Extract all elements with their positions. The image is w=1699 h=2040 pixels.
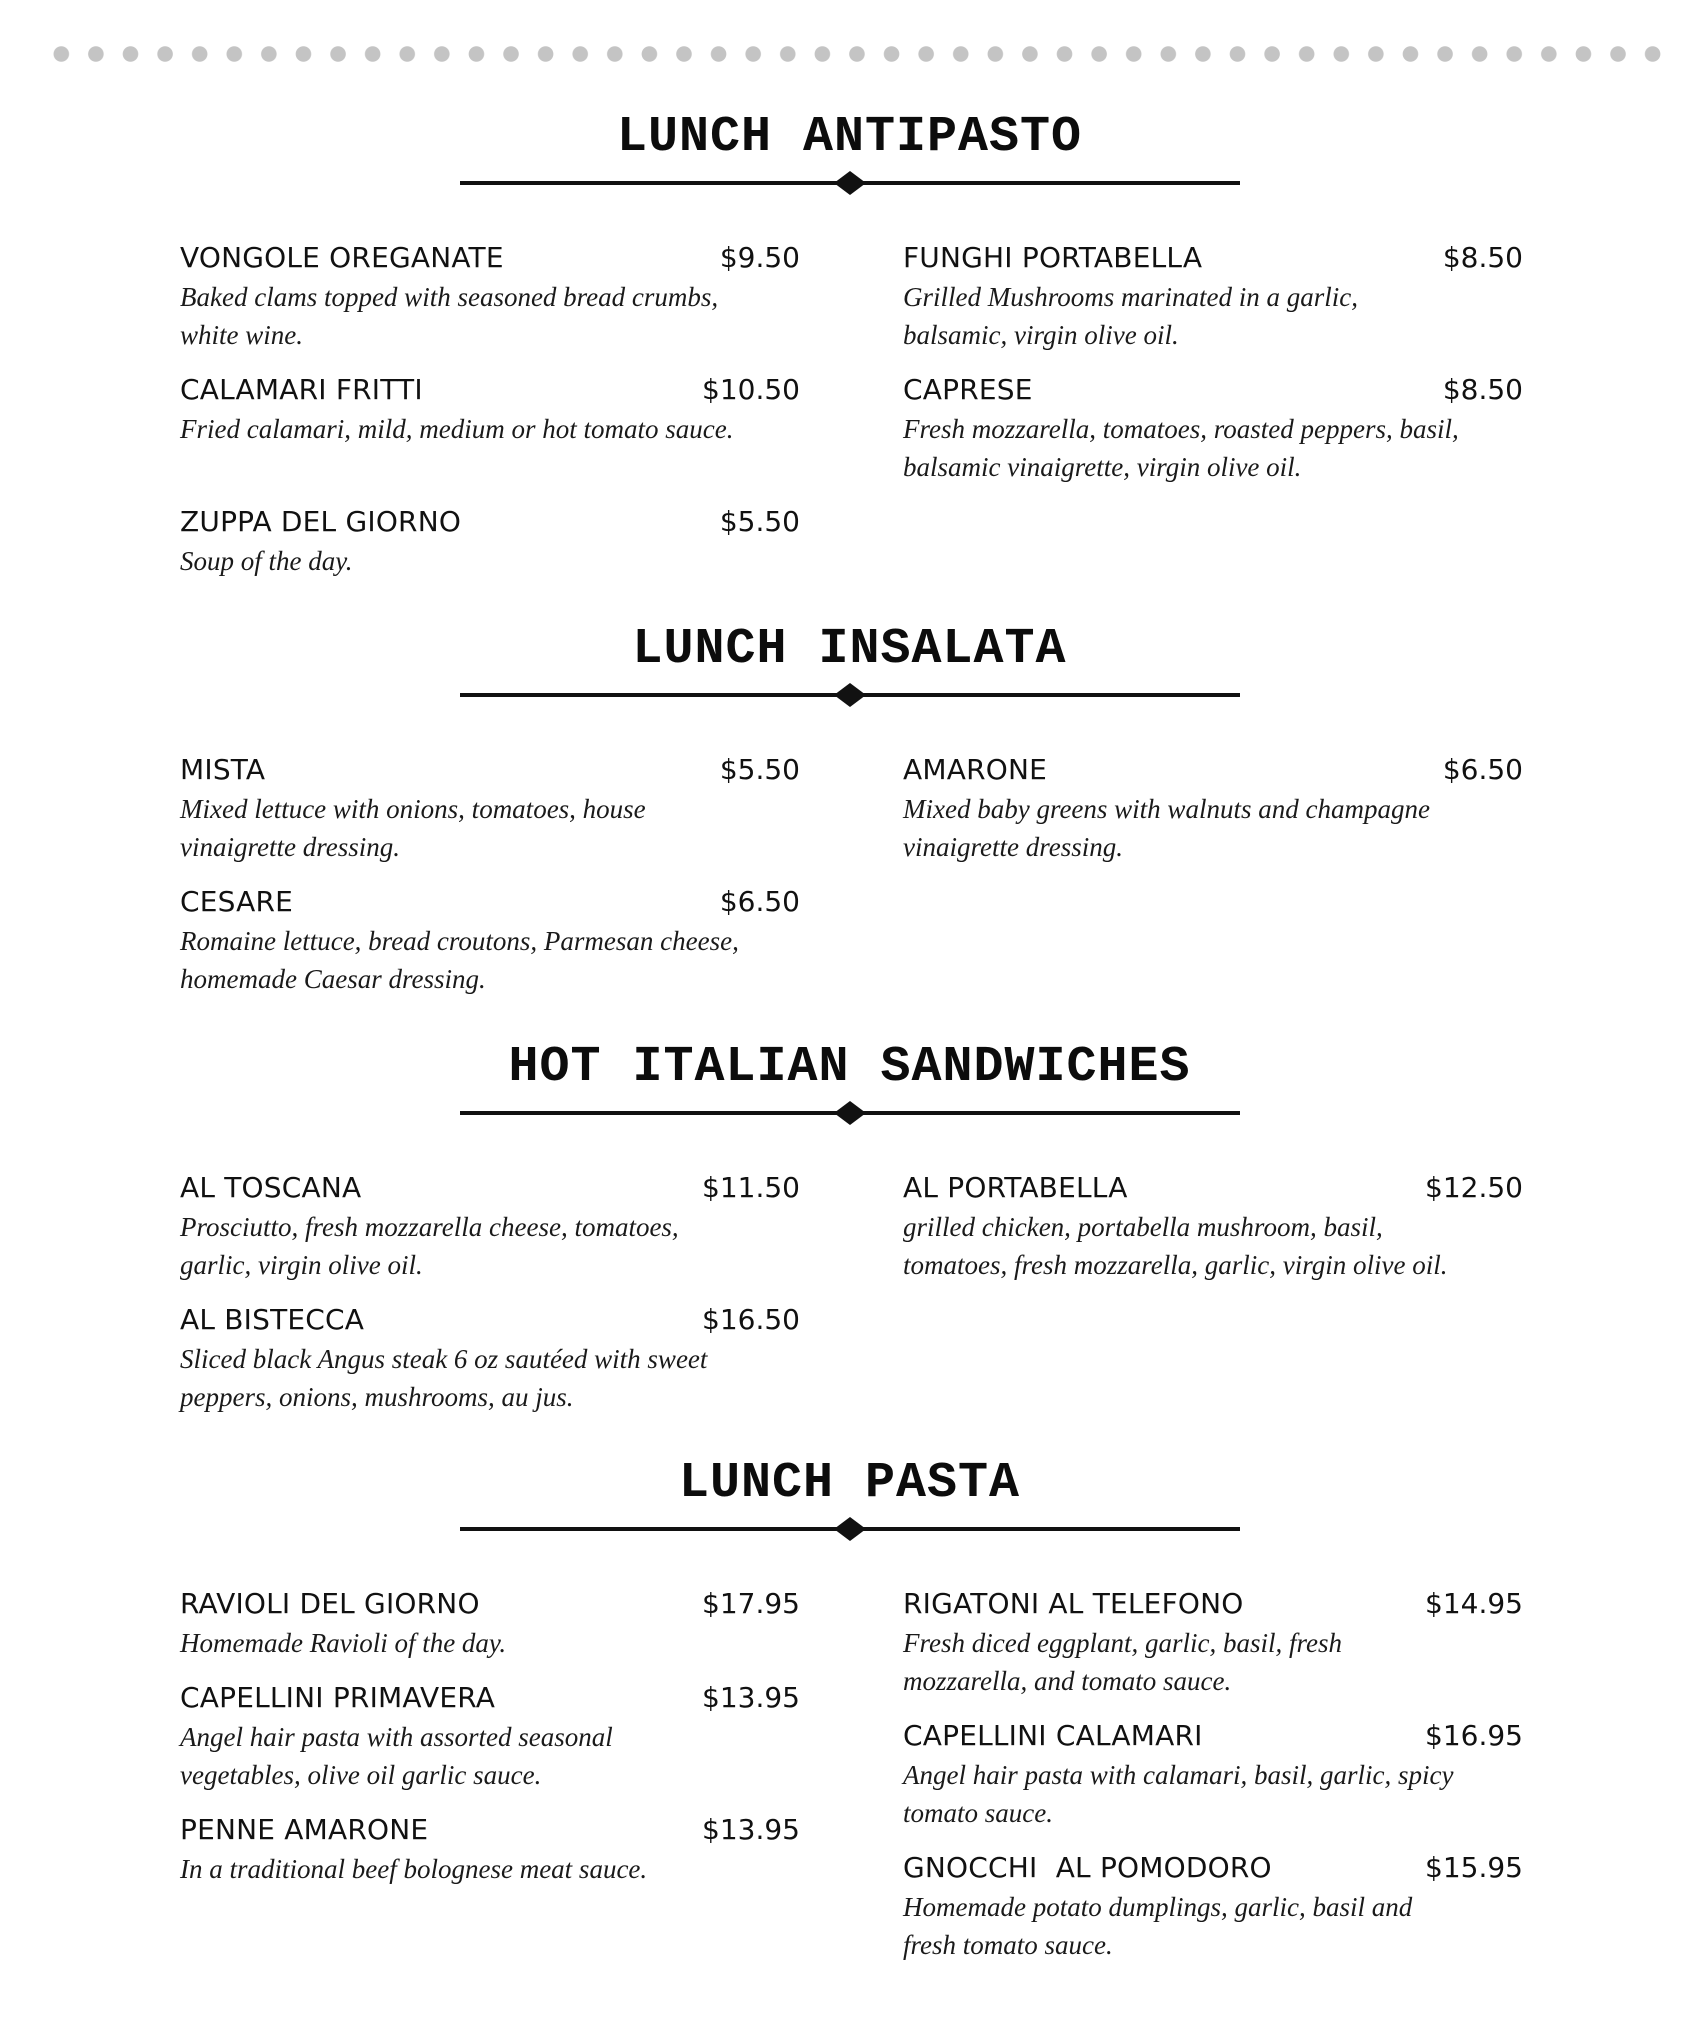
menu-column-left: [180, 1586, 800, 1944]
item-description: Mixed lettuce with onions, tomatoes, house vinaigrette dressing.: [180, 794, 646, 862]
item-name: VONGOLE OREGANATE: [180, 241, 504, 274]
item-price: $14.95: [1425, 1587, 1523, 1620]
menu-item: [180, 884, 800, 1016]
menu-item: [180, 1812, 800, 1944]
item-description: Angel hair pasta with calamari, basil, garlic, spicy tomato sauce.: [903, 1760, 1454, 1828]
item-description: Homemade Ravioli of the day.: [180, 1628, 507, 1658]
item-price: $13.95: [702, 1813, 800, 1846]
item-name: AL BISTECCA: [180, 1303, 365, 1336]
menu-column-left: [180, 1170, 800, 1434]
section-title: LUNCH INSALATA: [632, 621, 1067, 678]
menu-column-left: [180, 752, 800, 1016]
item-name: RIGATONI AL TELEFONO: [903, 1587, 1244, 1620]
menu-item: [180, 1680, 800, 1812]
divider-diamond-rule: [460, 1100, 1240, 1126]
item-description: Fried calamari, mild, medium or hot tomato sauce.: [180, 414, 734, 444]
item-description: Soup of the day.: [180, 546, 353, 576]
item-name: PENNE AMARONE: [180, 1813, 429, 1846]
item-price: $9.50: [719, 241, 800, 274]
item-name: RAVIOLI DEL GIORNO: [180, 1587, 480, 1620]
item-description: Fresh mozzarella, tomatoes, roasted peppers, basil, balsamic vinaigrette, virgin olive oil.: [903, 414, 1459, 482]
item-description: Homemade potato dumplings, garlic, basil and fresh tomato sauce.: [903, 1892, 1413, 1960]
item-name: AL PORTABELLA: [903, 1171, 1128, 1204]
item-price: $5.50: [719, 505, 800, 538]
menu-item: [180, 240, 800, 372]
item-price: $17.95: [702, 1587, 800, 1620]
item-name: CAPELLINI CALAMARI: [903, 1719, 1203, 1752]
item-description: Angel hair pasta with assorted seasonal vegetables, olive oil garlic sauce.: [180, 1722, 613, 1790]
section-title: LUNCH ANTIPASTO: [616, 109, 1083, 166]
item-description: Grilled Mushrooms marinated in a garlic, balsamic, virgin olive oil.: [903, 282, 1358, 350]
item-description: grilled chicken, portabella mushroom, basil, tomatoes, fresh mozzarella, garlic, virgin olive oil.: [903, 1212, 1448, 1280]
item-price: $11.50: [702, 1171, 800, 1204]
menu-column-right: [903, 752, 1523, 884]
menu-item: [180, 1302, 800, 1434]
menu-item: [180, 504, 800, 636]
menu-item: [903, 1718, 1523, 1850]
item-name: FUNGHI PORTABELLA: [903, 241, 1203, 274]
menu-column-right: [903, 240, 1523, 504]
section-title: HOT ITALIAN SANDWICHES: [508, 1039, 1191, 1096]
item-name: GNOCCHI AL POMODORO: [903, 1851, 1272, 1884]
menu-item: [180, 752, 800, 884]
item-price: $13.95: [702, 1681, 800, 1714]
item-description: In a traditional beef bolognese meat sauce.: [180, 1854, 648, 1884]
menu-item: [903, 372, 1523, 504]
menu-item: [180, 1586, 800, 1680]
item-name: CAPELLINI PRIMAVERA: [180, 1681, 496, 1714]
menu-column-left: [180, 240, 800, 636]
menu-item: [903, 752, 1523, 884]
divider-diamond-rule: [460, 170, 1240, 196]
menu-item: [180, 372, 800, 504]
item-price: $12.50: [1425, 1171, 1523, 1204]
item-name: CALAMARI FRITTI: [180, 373, 423, 406]
item-name: ZUPPA DEL GIORNO: [180, 505, 462, 538]
item-price: $8.50: [1442, 373, 1523, 406]
item-price: $6.50: [719, 885, 800, 918]
item-description: Sliced black Angus steak 6 oz sautéed with sweet peppers, onions, mushrooms, au jus.: [180, 1344, 708, 1412]
item-description: Fresh diced eggplant, garlic, basil, fresh mozzarella, and tomato sauce.: [903, 1628, 1342, 1696]
item-price: $10.50: [702, 373, 800, 406]
item-description: Baked clams topped with seasoned bread crumbs, white wine.: [180, 282, 719, 350]
section-title: LUNCH PASTA: [678, 1455, 1021, 1512]
menu-item: [903, 1586, 1523, 1718]
menu-item: [903, 240, 1523, 372]
item-price: $5.50: [719, 753, 800, 786]
item-price: $16.95: [1425, 1719, 1523, 1752]
item-price: $16.50: [702, 1303, 800, 1336]
menu-column-right: [903, 1586, 1523, 1982]
item-description: Prosciutto, fresh mozzarella cheese, tomatoes, garlic, virgin olive oil.: [180, 1212, 679, 1280]
item-name: CAPRESE: [903, 373, 1033, 406]
item-name: MISTA: [180, 753, 266, 786]
divider-diamond-rule: [460, 1516, 1240, 1542]
item-price: $15.95: [1425, 1851, 1523, 1884]
item-name: AMARONE: [903, 753, 1047, 786]
item-price: $6.50: [1442, 753, 1523, 786]
menu-item: [903, 1850, 1523, 1982]
menu-column-right: [903, 1170, 1523, 1302]
menu-item: [180, 1170, 800, 1302]
item-name: CESARE: [180, 885, 294, 918]
dotted-border-top: [44, 46, 1664, 62]
item-name: AL TOSCANA: [180, 1171, 362, 1204]
menu-item: [903, 1170, 1523, 1302]
divider-diamond-rule: [460, 682, 1240, 708]
item-description: Mixed baby greens with walnuts and champagne vinaigrette dressing.: [903, 794, 1430, 862]
item-description: Romaine lettuce, bread croutons, Parmesan cheese, homemade Caesar dressing.: [180, 926, 739, 994]
item-price: $8.50: [1442, 241, 1523, 274]
